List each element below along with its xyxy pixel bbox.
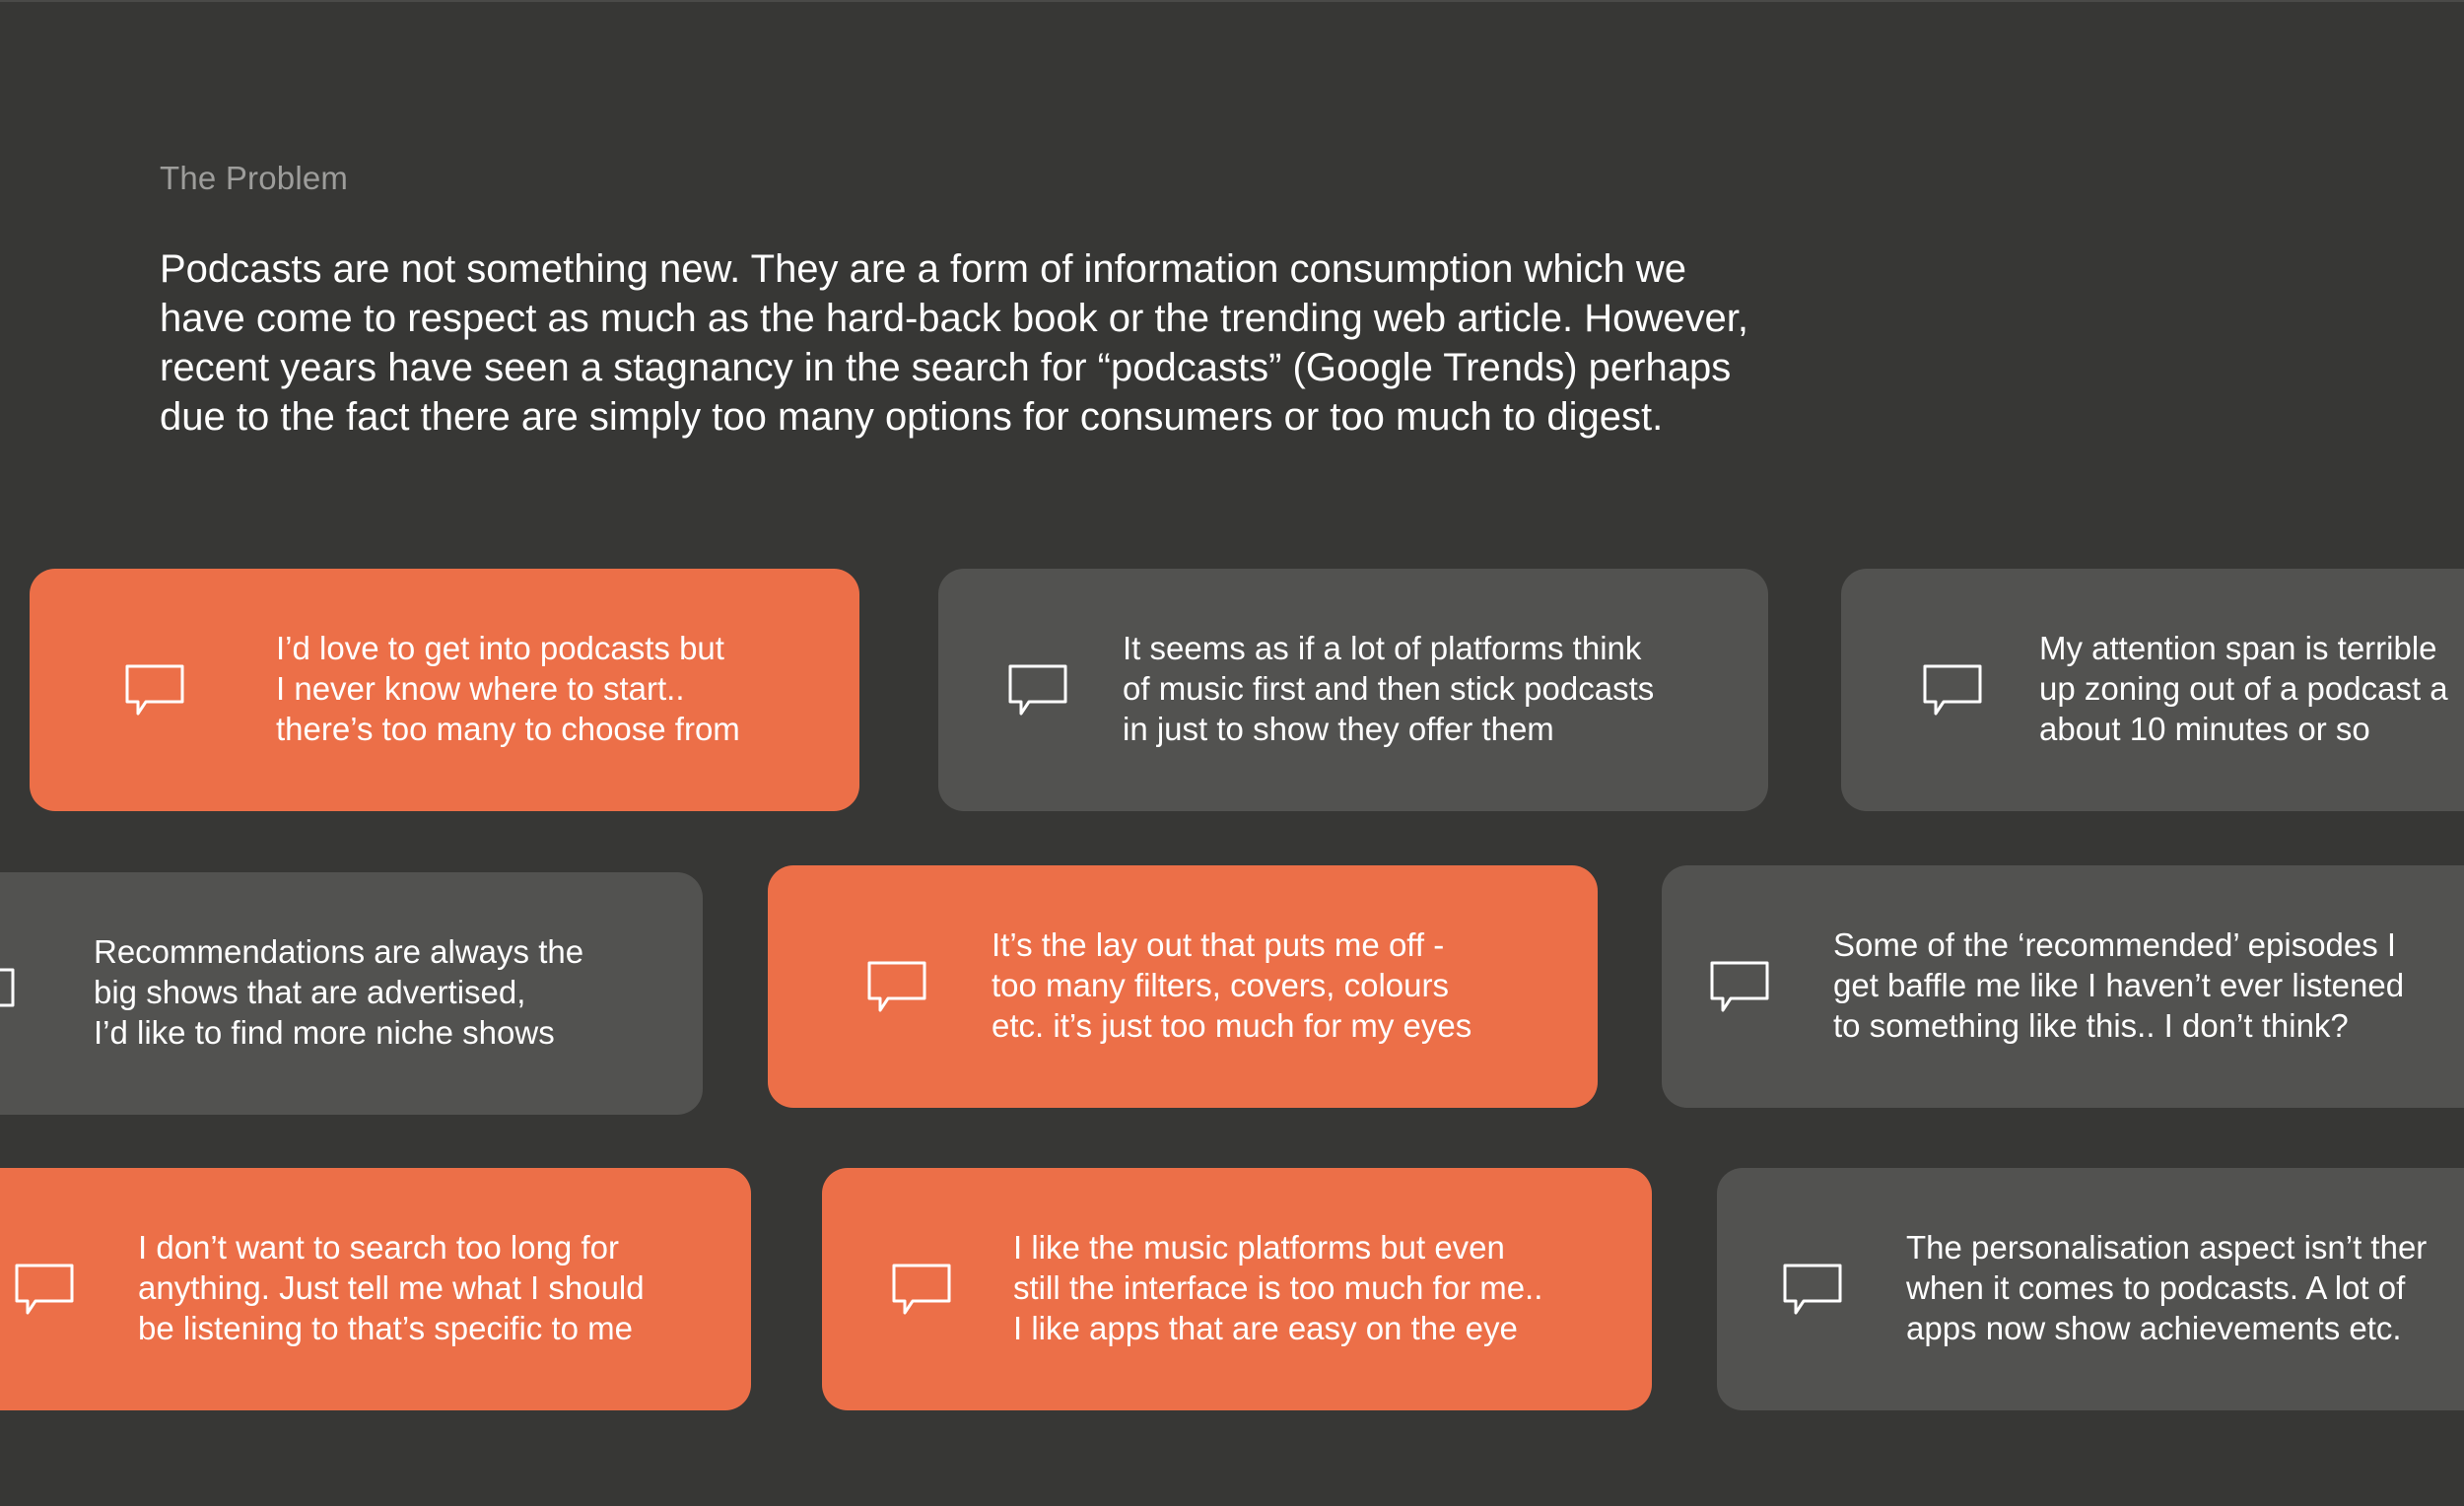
quote-line: It’s the lay out that puts me off - [992,926,1445,963]
speech-bubble-icon [0,967,16,1024]
intro-line: have come to respect as much as the hard-back book or the trending web article. However, [160,297,1748,340]
quote-line: when it comes to podcasts. A lot of [1906,1269,2406,1306]
quote-line: about 10 minutes or so [2039,711,2370,747]
quote-line: big shows that are advertised, [94,974,526,1010]
speech-bubble-icon [1709,960,1770,1017]
intro-line: due to the fact there are simply too many options for consumers or too much to digest. [160,395,1664,439]
quote-text [992,924,1472,1046]
speech-bubble-icon [866,960,927,1017]
speech-bubble-icon [1007,663,1068,720]
quote-line: anything. Just tell me what I should [138,1269,645,1306]
speech-bubble-icon [1782,1263,1843,1320]
intro-paragraph [160,244,1934,442]
quote-line: apps now show achievements etc. [1906,1310,2402,1346]
quote-line: I’d like to find more niche shows [94,1014,555,1051]
top-divider [0,0,2464,2]
quote-line: get baffle me like I haven’t ever listened [1833,967,2405,1003]
quote-line: Some of the ‘recommended’ episodes I [1833,926,2397,963]
speech-bubble-icon [1922,663,1983,720]
quote-line: of music first and then stick podcasts [1123,670,1655,707]
quote-text [1906,1227,2427,1348]
quote-line: up zoning out of a podcast a [2039,670,2448,707]
quote-line: I like apps that are easy on the eye [1013,1310,1518,1346]
quote-text [2039,628,2448,749]
quote-line: Recommendations are always the [94,933,584,970]
quote-line: be listening to that’s specific to me [138,1310,633,1346]
quote-line: My attention span is terrible [2039,630,2437,666]
intro-line: recent years have seen a stagnancy in the search for “podcasts” (Google Trends) perhaps [160,346,1732,389]
speech-bubble-icon [124,663,185,720]
quote-line: still the interface is too much for me.. [1013,1269,1543,1306]
quote-card [768,865,1598,1108]
quote-text [276,628,740,749]
quote-text [94,931,583,1053]
intro-line: Podcasts are not something new. They are a form of information consumption which we [160,247,1686,291]
quote-line: there’s too many to choose from [276,711,740,747]
quote-card [30,569,859,811]
quote-line: I never know where to start.. [276,670,685,707]
quote-line: to something like this.. I don’t think? [1833,1007,2349,1044]
quote-line: I like the music platforms but even [1013,1229,1505,1266]
quote-line: in just to show they offer them [1123,711,1554,747]
speech-bubble-icon [891,1263,952,1320]
speech-bubble-icon [14,1263,75,1320]
quote-card [1717,1168,2464,1410]
quote-line: I’d love to get into podcasts but [276,630,724,666]
section-label: The Problem [160,160,349,196]
quote-card [0,872,703,1115]
quote-card [0,1168,751,1410]
quote-card [1841,569,2464,811]
quote-line: The personalisation aspect isn’t ther [1906,1229,2428,1266]
quote-card [1662,865,2464,1108]
quote-text [1833,924,2404,1046]
quote-line: too many filters, covers, colours [992,967,1449,1003]
quote-text [1013,1227,1542,1348]
quote-card [938,569,1768,811]
quote-line: I don’t want to search too long for [138,1229,619,1266]
quote-text [1123,628,1654,749]
quote-line: etc. it’s just too much for my eyes [992,1007,1472,1044]
quote-card [822,1168,1652,1410]
quote-text [138,1227,645,1348]
quote-line: It seems as if a lot of platforms think [1123,630,1642,666]
